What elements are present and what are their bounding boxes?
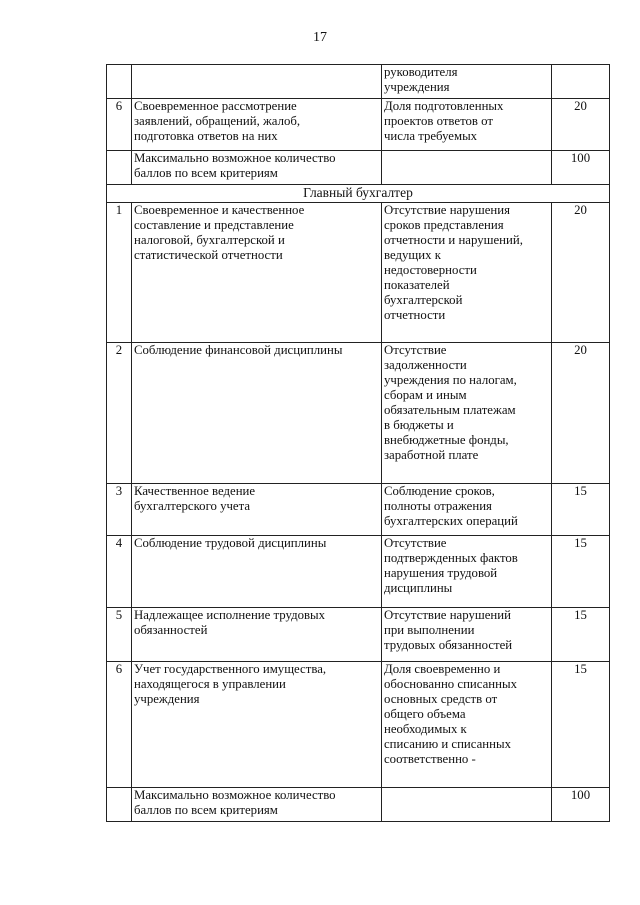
criterion-cell: Учет государственного имущества, находящегося в управлении учреждения	[132, 662, 382, 788]
row-number: 1	[107, 203, 132, 343]
table-row	[107, 536, 610, 608]
row-number: 4	[107, 536, 132, 608]
row-number: 6	[107, 99, 132, 151]
indicator-cell: Доля подготовленных проектов ответов от числа требуемых	[382, 99, 552, 151]
criterion-cell: Своевременное и качественное составление и представление налоговой, бухгалтерской и статистической отчетности	[132, 203, 382, 343]
page-number: 17	[313, 30, 327, 45]
criterion-cell: Соблюдение трудовой дисциплины	[132, 536, 382, 608]
table-row	[107, 662, 610, 788]
indicator-cell: руководителя учреждения	[382, 65, 552, 99]
table-row	[107, 608, 610, 662]
row-number: 2	[107, 343, 132, 484]
section-header-row	[107, 185, 610, 203]
row-number: 6	[107, 662, 132, 788]
table-row	[107, 203, 610, 343]
row-number: 5	[107, 608, 132, 662]
criteria-table	[106, 64, 610, 822]
criterion-cell	[132, 65, 382, 99]
row-number	[107, 788, 132, 822]
points-cell: 15	[552, 608, 610, 662]
row-number	[107, 65, 132, 99]
indicator-cell: Отсутствие задолженности учреждения по налогам, сборам и иным обязательным платежам в бюджеты и внебюджетные фонды, заработной плате	[382, 343, 552, 484]
criterion-cell: Надлежащее исполнение трудовых обязанностей	[132, 608, 382, 662]
indicator-cell: Соблюдение сроков, полноты отражения бухгалтерских операций	[382, 484, 552, 536]
points-cell: 100	[552, 151, 610, 185]
row-number: 3	[107, 484, 132, 536]
points-cell: 100	[552, 788, 610, 822]
table-row	[107, 343, 610, 484]
indicator-cell	[382, 151, 552, 185]
total-row	[107, 788, 610, 822]
table-row	[107, 151, 610, 185]
table-row	[107, 484, 610, 536]
criterion-cell: Своевременное рассмотрение заявлений, обращений, жалоб, подготовка ответов на них	[132, 99, 382, 151]
points-cell: 15	[552, 536, 610, 608]
indicator-cell: Отсутствие нарушения сроков представления отчетности и нарушений, ведущих к недостоверности показателей бухгалтерской отчетности	[382, 203, 552, 343]
table-row	[107, 99, 610, 151]
points-cell: 15	[552, 484, 610, 536]
points-cell: 20	[552, 343, 610, 484]
row-number	[107, 151, 132, 185]
section-title: Главный бухгалтер	[107, 185, 610, 203]
indicator-cell: Отсутствие нарушений при выполнении трудовых обязанностей	[382, 608, 552, 662]
indicator-cell: Отсутствие подтвержденных фактов нарушения трудовой дисциплины	[382, 536, 552, 608]
indicator-cell: Доля своевременно и обоснованно списанных основных средств от общего объема необходимых к списанию и списанных соответственно -	[382, 662, 552, 788]
points-cell: 20	[552, 203, 610, 343]
criterion-cell: Качественное ведение бухгалтерского учета	[132, 484, 382, 536]
table-row	[107, 65, 610, 99]
criterion-cell: Максимально возможное количество баллов по всем критериям	[132, 788, 382, 822]
points-cell	[552, 65, 610, 99]
criterion-cell: Соблюдение финансовой дисциплины	[132, 343, 382, 484]
criterion-cell: Максимально возможное количество баллов по всем критериям	[132, 151, 382, 185]
indicator-cell	[382, 788, 552, 822]
points-cell: 20	[552, 99, 610, 151]
points-cell: 15	[552, 662, 610, 788]
